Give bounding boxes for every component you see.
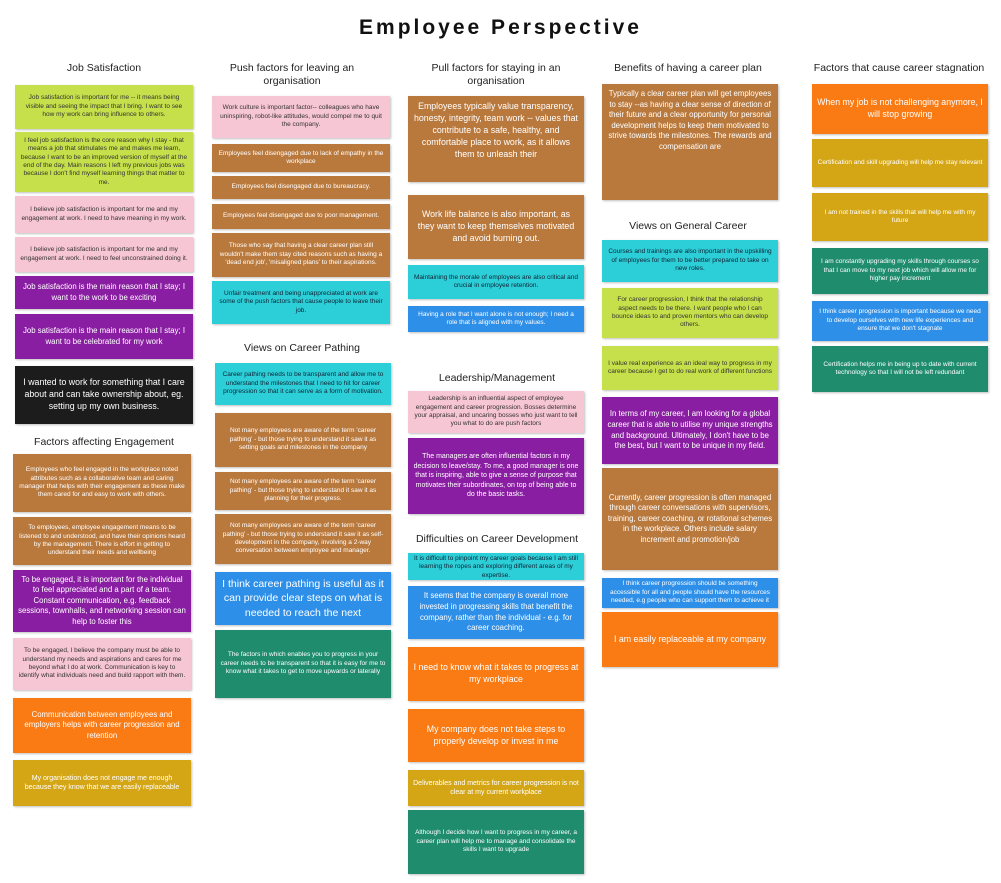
sticky-note: Employees typically value transparency, honesty, integrity, team work -- values that contribute to a safe, healthy, and comfortable place to work, as it allows them to unleash their — [408, 96, 584, 182]
sticky-note: I think career progression is important because we need to develop ourselves with new life experiences and ensure that we don't stagnate — [812, 301, 988, 341]
sticky-note: Not many employees are aware of the term 'career pathing' - but those trying to understand it saw it as planning for their progress. — [215, 472, 391, 510]
header-career-pathing: Views on Career Pathing — [244, 342, 360, 354]
header-job-satisfaction: Job Satisfaction — [66, 62, 142, 74]
sticky-note: Typically a clear career plan will get employees to stay --as having a clear sense of direction of their future and a clear opportunity for personal development helps to keep them motivated to strive towards the milestones. The rewards and compensation are — [602, 84, 778, 200]
sticky-note: Unfair treatment and being unappreciated at work are some of the push factors that cause people to leave their job. — [212, 281, 390, 324]
sticky-note: Not many employees are aware of the term 'career pathing' - but those trying to understand it saw it as self-development in the company, involving a 2-way conversation between employee and manager. — [215, 514, 391, 564]
header-leadership: Leadership/Management — [438, 372, 556, 384]
sticky-note: Employees feel disengaged due to poor management. — [212, 204, 390, 229]
header-pull-factors: Pull factors for staying in an organisation — [431, 62, 561, 87]
sticky-note: My company does not take steps to properly develop or invest in me — [408, 709, 584, 762]
sticky-note: Employees who feel engaged in the workplace noted attributes such as a collaborative team and caring manager that helps with their engagement as these make them cared for and easy to work with others. — [13, 454, 191, 512]
sticky-note: I believe job satisfaction is important for me and my engagement at work. I need to have meaning in my work. — [15, 196, 193, 233]
sticky-note: My organisation does not engage me enough because they know that we are easily replaceable — [13, 760, 191, 806]
sticky-note: To be engaged, it is important for the individual to feel appreciated and a part of a team. Constant communication, e.g. feedback sessions, townhalls, and networking session can help to foster this — [13, 570, 191, 632]
sticky-note: It is difficult to pinpoint my career goals because I am still learning the ropes and exploring different areas of my expertise. — [408, 553, 584, 580]
sticky-note: Leadership is an influential aspect of employee engagement and career progression. Bosses determine your appraisal, and uncaring bosses who just want to tell you what to do are push factors — [408, 391, 584, 433]
sticky-note: Maintaining the morale of employees are also critical and crucial in employee retention. — [408, 265, 584, 299]
sticky-note: I am easily replaceable at my company — [602, 612, 778, 667]
header-engagement: Factors affecting Engagement — [34, 436, 174, 448]
sticky-note: To be engaged, I believe the company must be able to understand my needs and aspirations and cares for me beyond what I do at work. Communication is key to identify what individuals need and build rapport with them. — [13, 638, 191, 690]
sticky-note: For career progression, I think that the relationship aspect needs to be there. I want people who I can bounce ideas to and proven mentors who can develop others. — [602, 288, 778, 338]
page-title: Employee Perspective — [359, 16, 642, 39]
sticky-note: I value real experience as an ideal way to progress in my career because I get to do real work of different functions — [602, 346, 778, 390]
sticky-note: I wanted to work for something that I care about and can take ownership about, eg. setting up my own business. — [15, 366, 193, 424]
sticky-note: Having a role that I want alone is not enough; I need a role that is aligned with my values. — [408, 306, 584, 332]
sticky-note: I think career progression should be something accessible for all and people should have the resources needed, e.g people who can support them to achieve it — [602, 578, 778, 608]
sticky-note: I think career pathing is useful as it can provide clear steps on what is needed to reach the next — [215, 572, 391, 625]
sticky-note: I believe job satisfaction is important for me and my engagement at work. I need to feel unconstrained doing it. — [15, 237, 193, 272]
sticky-note: The factors in which enables you to progress in your career needs to be transparent so that it is easy for me to know what it takes to get to move upwards or laterally — [215, 630, 391, 698]
sticky-note: Job satisfaction is the main reason that I stay; I want to the work to be exciting — [15, 276, 193, 309]
sticky-note: Deliverables and metrics for career progression is not clear at my current workplace — [408, 770, 584, 806]
sticky-note: Employees feel disengaged due to bureaucracy. — [212, 176, 390, 199]
sticky-note: I feel job satisfaction is the core reason why I stay - that means a job that stimulates me and makes me learn, because I want to be an improved version of myself at the end of the day. Main reasons I left my previous jobs was because I don't find myself learning things that matter to me. — [15, 132, 193, 192]
sticky-note: Courses and trainings are also important in the upskilling of employees for them to be better prepared to take on new roles. — [602, 240, 778, 282]
header-difficulties: Difficulties on Career Development — [415, 533, 579, 545]
sticky-note: In terms of my career, I am looking for a global career that is able to utilise my unique strengths and background. Ultimately, I don't have to be the best, but I want to be unique in my field. — [602, 397, 778, 464]
sticky-note: When my job is not challenging anymore, I will stop growing — [812, 84, 988, 134]
header-push-factors: Push factors for leaving an organisation — [229, 62, 355, 87]
sticky-note: To employees, employee engagement means to be listened to and understood, and have their opinions heard by the management. There is effort in getting to understand their needs and wellbeing — [13, 517, 191, 565]
sticky-note: Those who say that having a clear career plan still wouldn't make them stay cited reasons such as having a 'dead end job', 'misaligned plans' to their aspirations. — [212, 233, 390, 277]
sticky-note: I am constantly upgrading my skills through courses so that I can move to my next job which will allow me for higher pay increment — [812, 248, 988, 294]
header-general-career: Views on General Career — [629, 220, 747, 232]
sticky-note: I need to know what it takes to progress at my workplace — [408, 647, 584, 701]
sticky-note: The managers are often influential factors in my decision to leave/stay. To me, a good manager is one that is inspiring, able to give a sense of purpose that motivates their subordinates, on top of being able to do the basic tasks. — [408, 438, 584, 514]
sticky-note: Communication between employees and employers helps with career progression and retention — [13, 698, 191, 753]
sticky-note: Although I decide how I want to progress in my career, a career plan will help me to manage and consolidate the skills I want to upgrade — [408, 810, 584, 874]
sticky-note: Employees feel disengaged due to lack of empathy in the workplace — [212, 144, 390, 172]
sticky-note: Certification helps me in being up to date with current technology so that I will not be left redundant — [812, 346, 988, 392]
sticky-note: Job satisfaction is the main reason that I stay; I want to be celebrated for my work — [15, 314, 193, 359]
sticky-note: Work life balance is also important, as they want to keep themselves motivated and avoid burning out. — [408, 195, 584, 259]
sticky-note: It seems that the company is overall more invested in progressing skills that benefit the company, rather than the individual - e.g. for career coaching. — [408, 586, 584, 639]
header-stagnation: Factors that cause career stagnation — [813, 62, 985, 74]
header-benefits: Benefits of having a career plan — [614, 62, 762, 74]
sticky-note: Job satisfaction is important for me -- it means being visible and seeing the impact that I bring. I want to see how my work can bring influence to others. — [15, 85, 193, 129]
sticky-note: Career pathing needs to be transparent and allow me to understand the milestones that I need to hit for career progression so that it can serve as a form of motivation. — [215, 363, 391, 405]
sticky-note: Currently, career progression is often managed through career conversations with supervisors, training, career coaching, or rotational schemes in the workplace. Others include salary increment and promotion/job — [602, 468, 778, 570]
sticky-note: Work culture is important factor-- colleagues who have uninspiring, robot-like attitudes, would compel me to quit the company. — [212, 96, 390, 138]
sticky-note: Not many employees are aware of the term 'career pathing' - but those trying to understand it saw it as setting goals and milestones in the company — [215, 413, 391, 467]
sticky-note: I am not trained in the skills that will help me with my future — [812, 193, 988, 241]
sticky-note: Certification and skill upgrading will help me stay relevant — [812, 139, 988, 187]
